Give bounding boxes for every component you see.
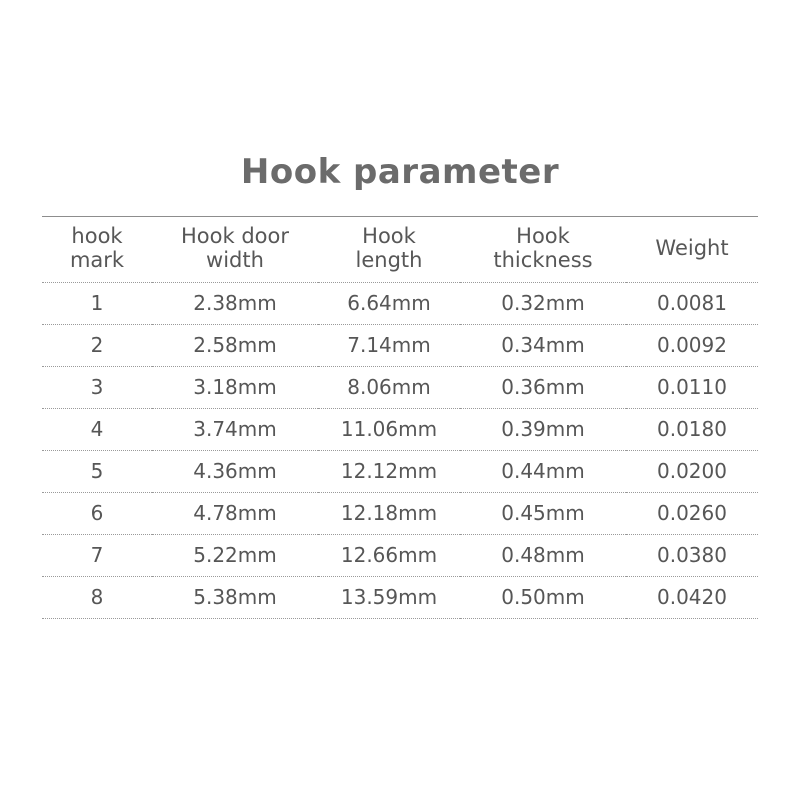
cell-weight: 0.0260 — [626, 493, 758, 535]
table-row — [42, 535, 758, 577]
table-row — [42, 283, 758, 325]
cell-hook-door-width: 5.38mm — [152, 577, 318, 619]
cell-hook-thickness: 0.34mm — [460, 325, 626, 367]
cell-hook-mark: 8 — [42, 577, 152, 619]
cell-hook-door-width: 3.74mm — [152, 409, 318, 451]
cell-hook-length: 8.06mm — [318, 367, 460, 409]
table-row — [42, 577, 758, 619]
cell-hook-length: 7.14mm — [318, 325, 460, 367]
column-header-line: Hook — [362, 224, 416, 248]
cell-weight: 0.0110 — [626, 367, 758, 409]
cell-hook-length: 13.59mm — [318, 577, 460, 619]
cell-hook-length: 12.66mm — [318, 535, 460, 577]
column-header-hook-thickness — [460, 217, 626, 283]
table-header — [42, 217, 758, 283]
hook-parameter-table — [42, 216, 758, 619]
table-row — [42, 451, 758, 493]
cell-hook-mark: 5 — [42, 451, 152, 493]
column-header-line: width — [206, 247, 264, 272]
cell-hook-thickness: 0.45mm — [460, 493, 626, 535]
cell-weight: 0.0200 — [626, 451, 758, 493]
cell-hook-length: 12.18mm — [318, 493, 460, 535]
column-header-line: Hook door — [181, 224, 289, 248]
cell-hook-door-width: 4.78mm — [152, 493, 318, 535]
table-row — [42, 367, 758, 409]
cell-hook-length: 12.12mm — [318, 451, 460, 493]
cell-weight: 0.0180 — [626, 409, 758, 451]
cell-hook-mark: 2 — [42, 325, 152, 367]
cell-hook-mark: 7 — [42, 535, 152, 577]
cell-hook-door-width: 3.18mm — [152, 367, 318, 409]
column-header-hook-door-width — [152, 217, 318, 283]
column-header-hook-mark — [42, 217, 152, 283]
column-header-line: thickness — [493, 247, 593, 272]
table-header-row — [42, 217, 758, 283]
cell-hook-thickness: 0.32mm — [460, 283, 626, 325]
column-header-hook-length — [318, 217, 460, 283]
hook-parameter-table-wrap — [42, 216, 758, 619]
cell-weight: 0.0420 — [626, 577, 758, 619]
table-row — [42, 409, 758, 451]
cell-weight: 0.0092 — [626, 325, 758, 367]
cell-hook-door-width: 2.38mm — [152, 283, 318, 325]
cell-hook-mark: 3 — [42, 367, 152, 409]
cell-hook-thickness: 0.36mm — [460, 367, 626, 409]
cell-hook-door-width: 5.22mm — [152, 535, 318, 577]
page-title: Hook parameter — [240, 152, 560, 192]
cell-hook-length: 6.64mm — [318, 283, 460, 325]
column-header-line: hook — [71, 224, 123, 248]
column-header-weight — [626, 217, 758, 283]
cell-hook-thickness: 0.44mm — [460, 451, 626, 493]
column-header-line: mark — [69, 247, 125, 272]
cell-hook-length: 11.06mm — [318, 409, 460, 451]
cell-hook-mark: 1 — [42, 283, 152, 325]
table-row — [42, 325, 758, 367]
cell-hook-door-width: 4.36mm — [152, 451, 318, 493]
cell-hook-thickness: 0.39mm — [460, 409, 626, 451]
cell-hook-mark: 4 — [42, 409, 152, 451]
column-header-line: Hook — [516, 224, 570, 248]
cell-hook-thickness: 0.50mm — [460, 577, 626, 619]
cell-hook-thickness: 0.48mm — [460, 535, 626, 577]
cell-weight: 0.0081 — [626, 283, 758, 325]
cell-weight: 0.0380 — [626, 535, 758, 577]
column-header-line: length — [355, 247, 423, 272]
cell-hook-mark: 6 — [42, 493, 152, 535]
column-header-line: Weight — [655, 235, 729, 260]
table-row — [42, 493, 758, 535]
cell-hook-door-width: 2.58mm — [152, 325, 318, 367]
table-body — [42, 283, 758, 619]
